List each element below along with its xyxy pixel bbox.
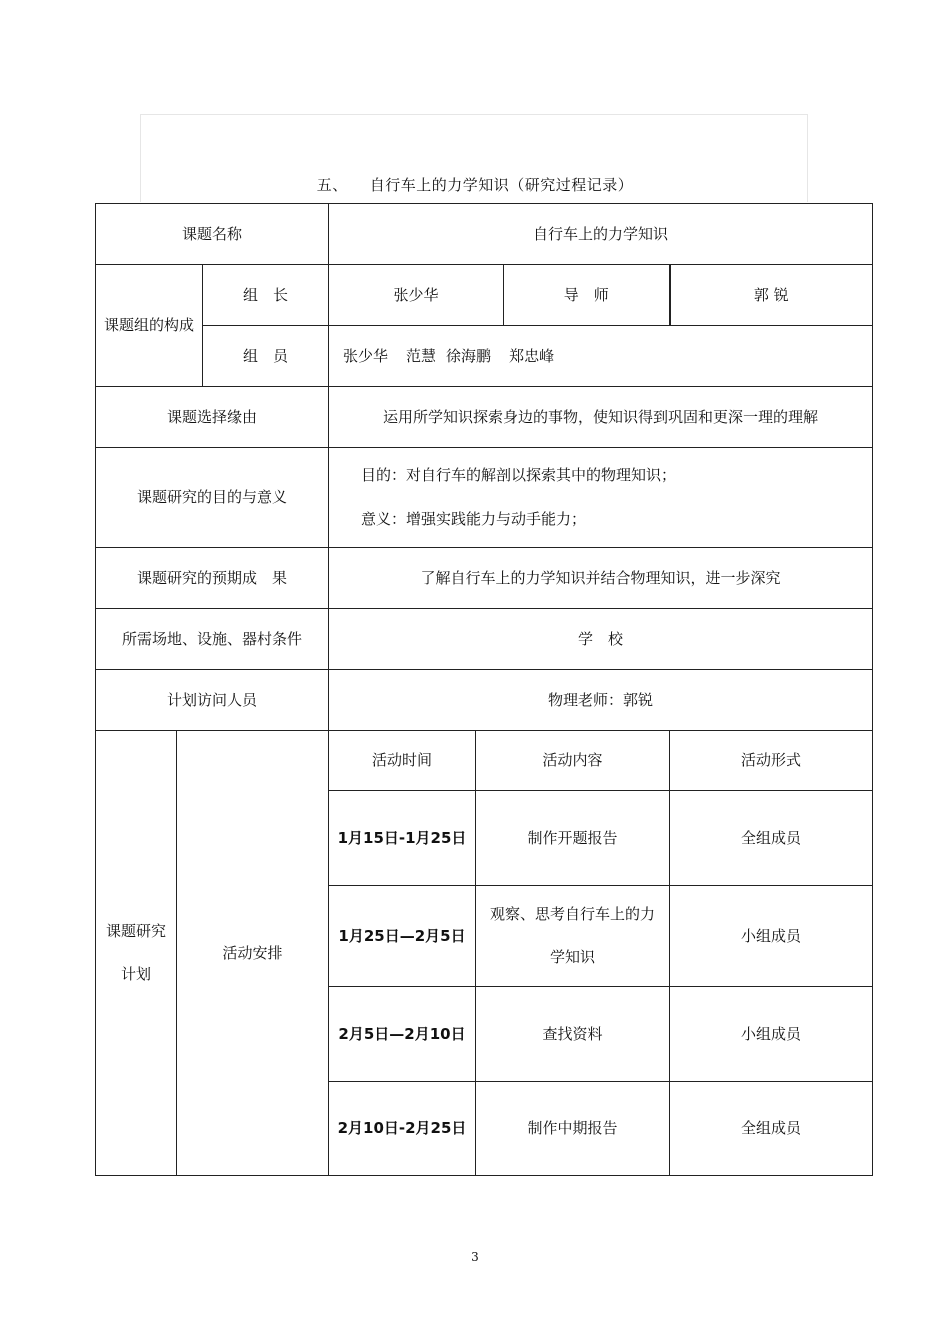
activity-content: 制作中期报告	[476, 1082, 670, 1176]
purpose-value	[329, 448, 873, 548]
leader-label: 组 长	[203, 265, 329, 326]
visit-row	[96, 670, 873, 731]
activity-time: 1月15日-1月25日	[329, 791, 476, 886]
activity-content: 观察、思考自行车上的力学知识	[476, 886, 670, 987]
activity-time: 2月5日—2月10日	[329, 987, 476, 1082]
section-heading	[0, 174, 950, 195]
group-members-row	[96, 326, 873, 387]
activity-content: 查找资料	[476, 987, 670, 1082]
member-name: 郑忠峰	[509, 346, 555, 365]
reason-row	[96, 387, 873, 448]
mentor-name: 郭 锐	[670, 265, 873, 326]
member-name: 张少华	[343, 346, 389, 365]
expected-row	[96, 548, 873, 609]
mentor-label: 导 师	[504, 265, 670, 326]
activity-form: 小组成员	[670, 987, 873, 1082]
expected-label: 课题研究的预期成 果	[96, 548, 329, 609]
activity-content: 制作开题报告	[476, 791, 670, 886]
header-form: 活动形式	[670, 731, 873, 791]
reason-value: 运用所学知识探索身边的事物，使知识得到巩固和更深一理的理解	[329, 387, 873, 448]
plan-header-row	[96, 731, 873, 791]
reason-label: 课题选择缘由	[96, 387, 329, 448]
plan-sub-label: 活动安排	[177, 731, 329, 1176]
expected-value: 了解自行车上的力学知识并结合物理知识，进一步深究	[329, 548, 873, 609]
group-label: 课题组的构成	[96, 265, 203, 387]
visit-label: 计划访问人员	[96, 670, 329, 731]
plan-label: 课题研究计划	[96, 731, 177, 1176]
group-leader-row	[96, 265, 873, 326]
members-label: 组 员	[203, 326, 329, 387]
leader-name: 张少华	[329, 265, 504, 326]
topic-row	[96, 204, 873, 265]
activity-time: 1月25日—2月5日	[329, 886, 476, 987]
visit-value: 物理老师：郭锐	[329, 670, 873, 731]
purpose-label: 课题研究的目的与意义	[96, 448, 329, 548]
purpose-goal: 目的：对自行车的解剖以探索其中的物理知识；	[361, 466, 677, 484]
activity-form: 全组成员	[670, 1082, 873, 1176]
facilities-label: 所需场地、设施、器村条件	[96, 609, 329, 670]
purpose-meaning: 意义：增强实践能力与动手能力；	[361, 509, 587, 528]
member-name: 徐海鹏	[446, 346, 492, 365]
member-name: 范慧	[406, 346, 437, 365]
purpose-row	[96, 448, 873, 548]
activity-form: 全组成员	[670, 791, 873, 886]
header-time: 活动时间	[329, 731, 476, 791]
research-record-table	[95, 203, 873, 1176]
header-content: 活动内容	[476, 731, 670, 791]
section-number: 五、	[316, 176, 348, 194]
activity-form: 小组成员	[670, 886, 873, 987]
activity-time: 2月10日-2月25日	[329, 1082, 476, 1176]
facilities-row	[96, 609, 873, 670]
members-value	[329, 326, 873, 387]
page-number: 3	[471, 1250, 479, 1264]
topic-value: 自行车上的力学知识	[329, 204, 873, 265]
topic-label: 课题名称	[96, 204, 329, 265]
facilities-value: 学 校	[329, 609, 873, 670]
section-title: 自行车上的力学知识（研究过程记录）	[369, 176, 634, 194]
